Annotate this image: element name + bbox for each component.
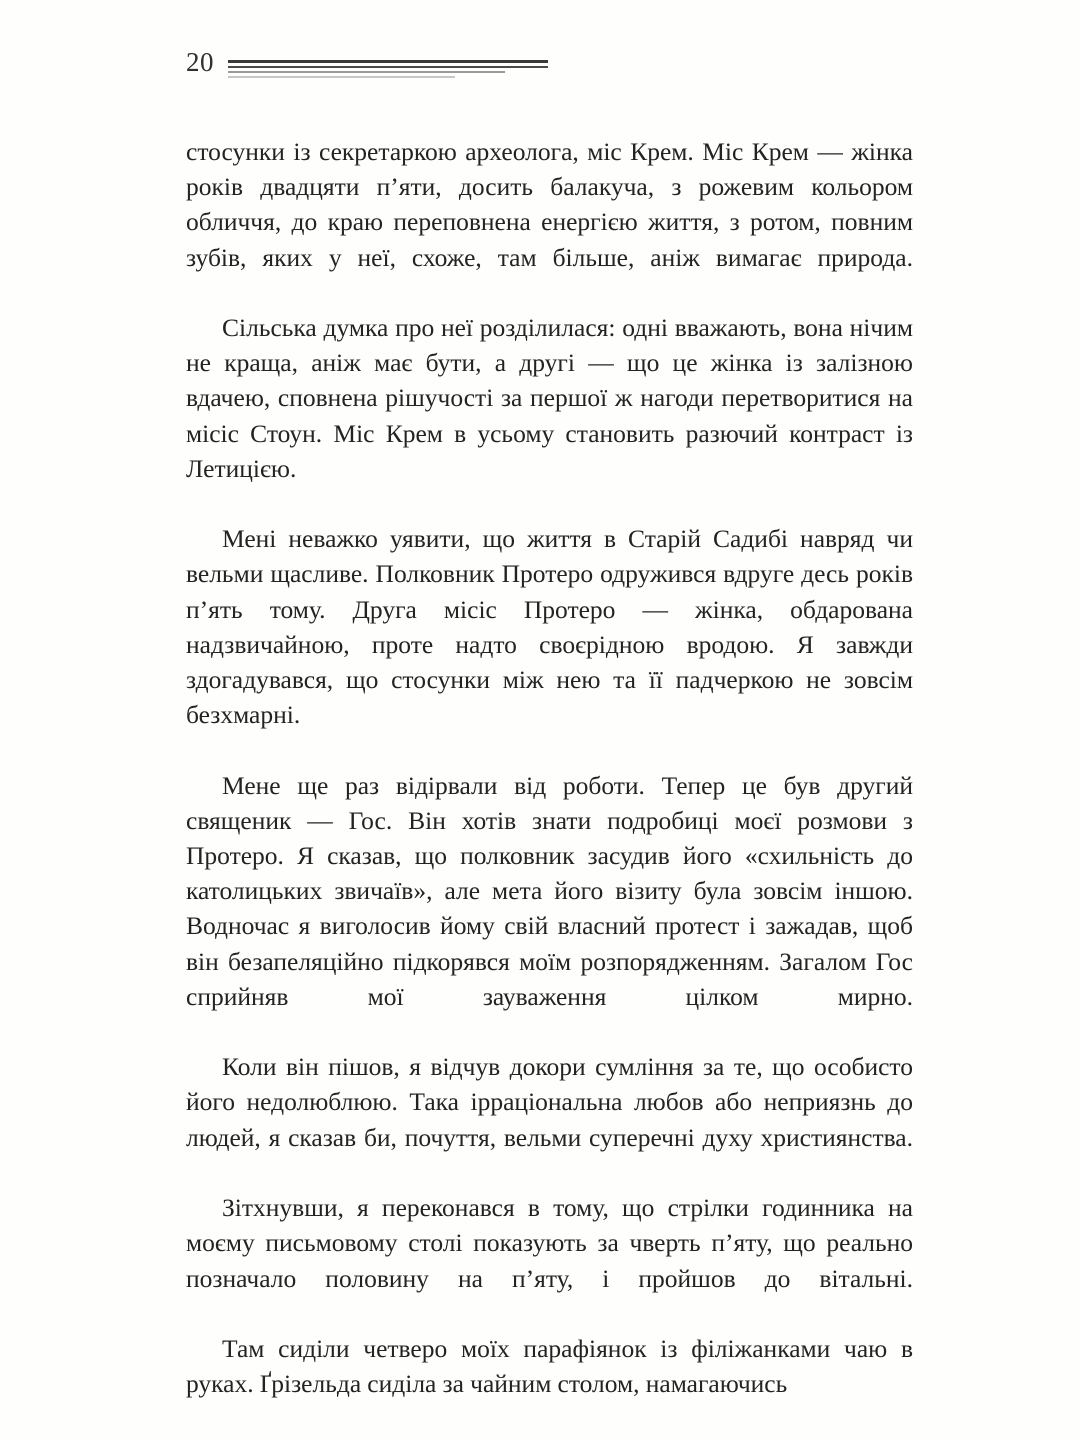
paragraph: Мене ще раз відірвали від роботи. Тепер це був другий священик — Гос. Він хотів знати подробиці моєї розмови з Протеро. Я сказав, що полковник засудив його «схильність до католицьких звичаїв», але мета його візиту була зовсім іншою. Водночас я виголосив йому свій власний протест і зажадав, щоб він безапеляційно підкорявся моїм розпорядженням. Загалом Гос сприйняв мої зауваження цілком мирно.	[186, 770, 913, 1011]
paragraph: Там сиділи четверо моїх парафіянок із філіжанками чаю в руках. Ґрізельда сиділа за чайним столом, намагаючись	[186, 1333, 913, 1399]
decorative-rule-light	[228, 76, 455, 78]
page-number: 20	[186, 47, 214, 77]
running-head	[186, 46, 916, 94]
decorative-rule-thick	[228, 60, 548, 63]
paragraph: Сільська думка про неї розділилася: одні вважають, вона нічим не краща, аніж має бути, а другі — що це жінка із залізною вдачею, сповнена рішучості за першої ж нагоди перетворитися на місіс Стоун. Міс Крем в усьому становить разючий контраст із Летицією.	[186, 313, 913, 483]
paragraph: Зітхнувши, я переконався в тому, що стрілки годинника на моєму письмовому столі показують за чверть п’яту, що реально позначало половину на п’яту, і пройшов до вітальні.	[186, 1193, 913, 1293]
paragraph: Мені неважко уявити, що життя в Старій Садибі навряд чи вельми щасливе. Полковник Протеро одружився вдруге десь років п’ять тому. Друга місіс Протеро — жінка, обдарована надзвичайною, проте надто своєрідною вродою. Я завжди здогадувався, що стосунки між нею та її падчеркою не зовсім безхмарні.	[186, 524, 913, 730]
body-text-column	[186, 134, 913, 1401]
header-decorative-rules	[228, 60, 608, 84]
decorative-rule-gray	[228, 71, 505, 73]
paragraph: стосунки із секретаркою археолога, міс Крем. Міс Крем — жінка років двадцяти п’яти, досить балакуча, з рожевим кольором обличчя, до краю переповнена енергією життя, з ротом, повним зубів, яких у неї, схоже, там більше, аніж вимагає природа.	[186, 137, 913, 272]
paragraph: Коли він пішов, я відчув докори сумління за те, що особисто його недолюблюю. Така ірраціональна любов або неприязнь до людей, я сказав би, почуття, вельми суперечні духу християнства.	[186, 1052, 913, 1152]
decorative-rule-medium	[228, 66, 548, 68]
